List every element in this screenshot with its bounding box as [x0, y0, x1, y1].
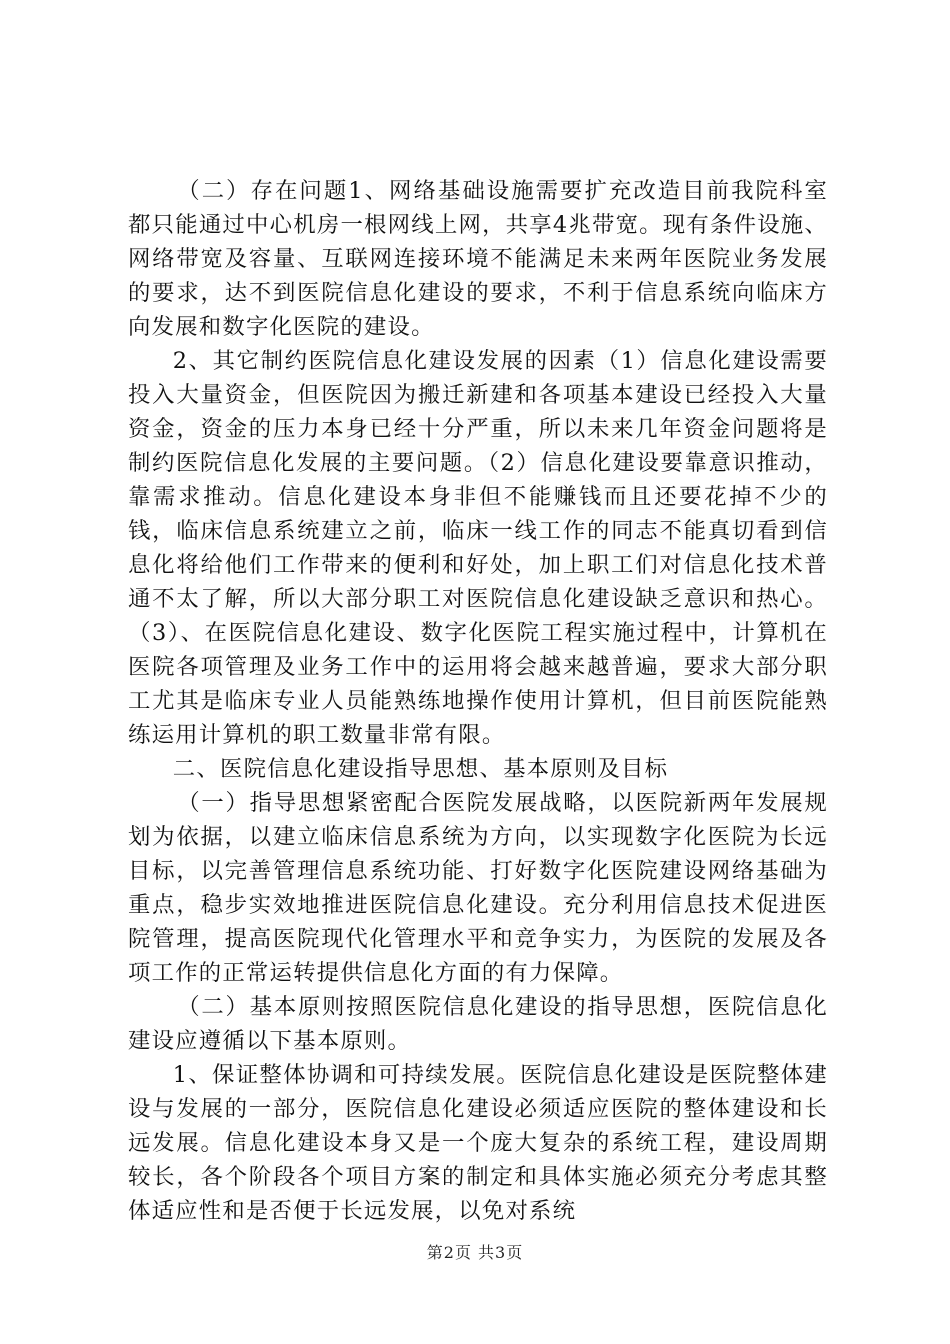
section-heading: 二、医院信息化建设指导思想、基本原则及目标	[172, 756, 669, 782]
paragraph-constraints: 2、其它制约医院信息化建设发展的因素（1）信息化建设需要投入大量资金，但医院因为搬迁新建和各项基本建设已经投入大量资金，资金的压力本身已经十分严重，所以未来几年资金问题将是制约医院信息化发展的主要问题。（2）信息化建设要靠意识推动，靠需求推动。信息化建设本身非但不能赚钱而且还要花掉不少的钱，临床信息系统建立之前，临床一线工作的同志不能真切看到信息化将给他们工作带来的便利和好处，加上职工们对信息化技术普通不太了解，所以大部分职工对医院信息化建设缺乏意识和热心。（3）、在医院信息化建设、数字化医院工程实施过程中，计算机在医院各项管理及业务工作中的运用将会越来越普遍，要求大部分职工尤其是临床专业人员能熟练地操作使用计算机，但目前医院能熟练运用计算机的职工数量非常有限。	[128, 348, 828, 748]
paragraph-principle-1: 1、保证整体协调和可持续发展。医院信息化建设是医院整体建设与发展的一部分，医院信息化建设必须适应医院的整体建设和长远发展。信息化建设本身又是一个庞大复杂的系统工程，建设周期较长，各个阶段各个项目方案的制定和具体实施必须充分考虑其整体适应性和是否便于长远发展，以免对系统	[128, 1062, 828, 1224]
paragraph-basic-principles: （二）基本原则按照医院信息化建设的指导思想，医院信息化建设应遵循以下基本原则。	[128, 994, 828, 1054]
paragraph-existing-problems: （二）存在问题1、网络基础设施需要扩充改造目前我院科室都只能通过中心机房一根网线上网，共享4兆带宽。现有条件设施、网络带宽及容量、互联网连接环境不能满足未来两年医院业务发展的要求，达不到医院信息化建设的要求，不利于信息系统向临床方向发展和数字化医院的建设。	[128, 178, 828, 340]
paragraph-guiding-ideology: （一）指导思想紧密配合医院发展战略，以医院新两年发展规划为依据，以建立临床信息系统为方向，以实现数字化医院为长远目标，以完善管理信息系统功能、打好数字化医院建设网络基础为重点，稳步实效地推进医院信息化建设。充分利用信息技术促进医院管理，提高医院现代化管理水平和竞争实力，为医院的发展及各项工作的正常运转提供信息化方面的有力保障。	[128, 790, 828, 986]
page-footer: 第2页 共3页	[426, 1243, 524, 1262]
document-body	[128, 174, 828, 1228]
